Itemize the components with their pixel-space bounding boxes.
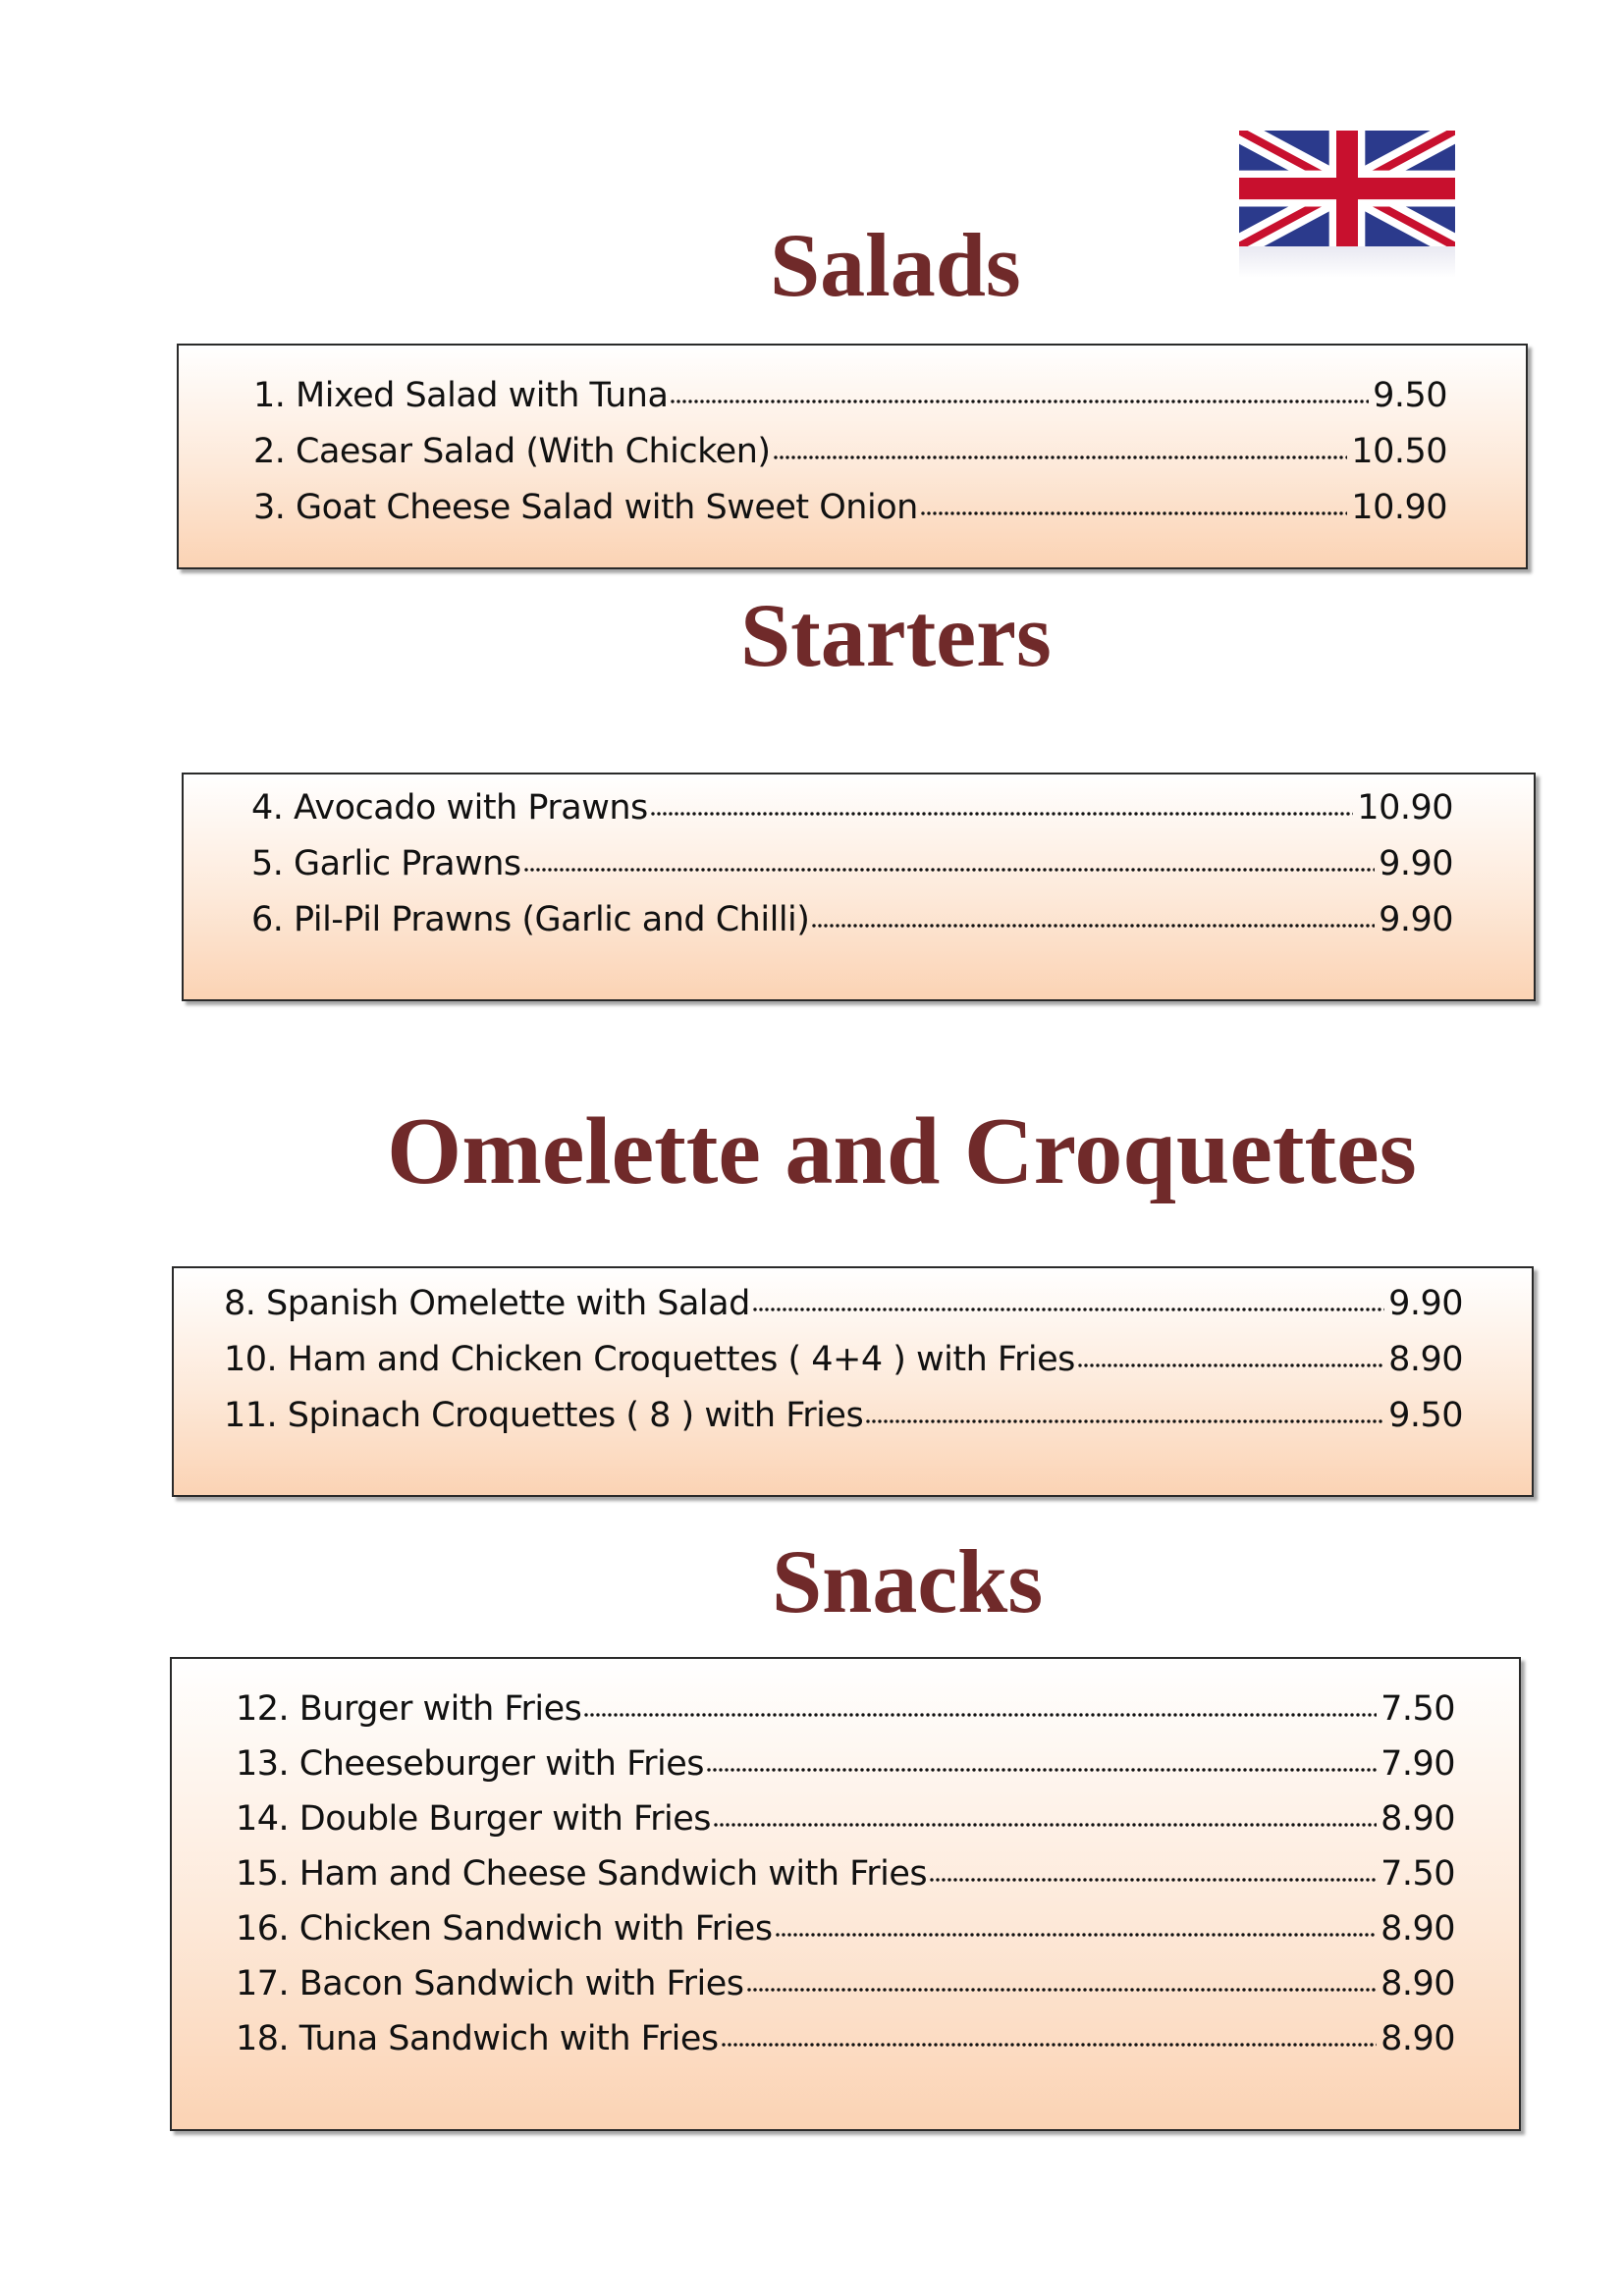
menu-item-name: 16. Chicken Sandwich with Fries xyxy=(236,1909,773,1949)
menu-item-price: 9.90 xyxy=(1379,844,1453,883)
menu-item-price: 8.90 xyxy=(1380,1799,1455,1839)
dot-leader xyxy=(706,1767,1377,1779)
menu-item xyxy=(236,1796,1455,1842)
menu-item xyxy=(253,373,1447,418)
menu-item-name: 5. Garlic Prawns xyxy=(251,844,521,883)
menu-item xyxy=(236,1686,1455,1732)
menu-item xyxy=(236,1851,1455,1896)
menu-item-price: 7.90 xyxy=(1380,1744,1455,1784)
dot-leader xyxy=(650,811,1354,823)
menu-item-price: 10.90 xyxy=(1351,488,1447,527)
section-title-omelette-and-croquettes: Omelette and Croquettes xyxy=(387,1098,1417,1204)
menu-item-price: 9.90 xyxy=(1379,900,1453,939)
menu-item xyxy=(251,841,1453,886)
menu-item-price: 8.90 xyxy=(1380,1964,1455,2003)
menu-item-name: 15. Ham and Cheese Sandwich with Fries xyxy=(236,1854,928,1894)
menu-item-price: 7.50 xyxy=(1380,1854,1455,1894)
menu-item-price: 9.90 xyxy=(1388,1284,1463,1323)
menu-item-name: 4. Avocado with Prawns xyxy=(251,788,648,828)
union-jack-flag-icon xyxy=(1239,131,1455,278)
dot-leader xyxy=(670,399,1369,410)
section-title-starters: Starters xyxy=(740,585,1052,685)
menu-item xyxy=(236,1961,1455,2006)
menu-item-name: 14. Double Burger with Fries xyxy=(236,1799,712,1839)
dot-leader xyxy=(811,923,1375,934)
menu-item xyxy=(253,485,1447,530)
section-title-salads: Salads xyxy=(770,215,1021,315)
menu-item-name: 17. Bacon Sandwich with Fries xyxy=(236,1964,744,2003)
menu-item-price: 8.90 xyxy=(1388,1340,1463,1379)
menu-item-price: 10.50 xyxy=(1351,432,1447,471)
dot-leader xyxy=(775,1932,1378,1944)
dot-leader xyxy=(713,1822,1377,1834)
menu-item-name: 12. Burger with Fries xyxy=(236,1689,582,1729)
dot-leader xyxy=(1077,1362,1384,1374)
section-title-snacks: Snacks xyxy=(772,1531,1044,1631)
menu-item-price: 10.90 xyxy=(1357,788,1453,828)
menu-item-name: 3. Goat Cheese Salad with Sweet Onion xyxy=(253,488,918,527)
menu-item-price: 9.50 xyxy=(1388,1396,1463,1435)
dot-leader xyxy=(523,867,1375,879)
menu-item xyxy=(224,1337,1463,1382)
menu-item-price: 7.50 xyxy=(1380,1689,1455,1729)
menu-item-name: 18. Tuna Sandwich with Fries xyxy=(236,2019,719,2058)
menu-item-name: 1. Mixed Salad with Tuna xyxy=(253,376,669,415)
menu-item xyxy=(224,1393,1463,1438)
dot-leader xyxy=(920,510,1347,522)
dot-leader xyxy=(773,454,1348,466)
menu-item-name: 11. Spinach Croquettes ( 8 ) with Fries xyxy=(224,1396,864,1435)
menu-item-name: 8. Spanish Omelette with Salad xyxy=(224,1284,750,1323)
dot-leader xyxy=(721,2042,1377,2054)
menu-item xyxy=(251,785,1453,830)
menu-item-name: 2. Caesar Salad (With Chicken) xyxy=(253,432,771,471)
menu-item xyxy=(251,897,1453,942)
menu-item xyxy=(253,429,1447,474)
dot-leader xyxy=(746,1987,1378,1999)
dot-leader xyxy=(752,1307,1384,1318)
menu-item xyxy=(236,2016,1455,2061)
dot-leader xyxy=(929,1877,1377,1889)
dot-leader xyxy=(865,1418,1384,1430)
menu-item-name: 10. Ham and Chicken Croquettes ( 4+4 ) with Fries xyxy=(224,1340,1075,1379)
menu-item-price: 8.90 xyxy=(1380,2019,1455,2058)
flag-reflection xyxy=(1239,246,1455,278)
menu-item-name: 13. Cheeseburger with Fries xyxy=(236,1744,705,1784)
menu-item-name: 6. Pil-Pil Prawns (Garlic and Chilli) xyxy=(251,900,810,939)
menu-item xyxy=(224,1281,1463,1326)
dot-leader xyxy=(583,1712,1377,1724)
menu-item xyxy=(236,1741,1455,1787)
menu-item-price: 8.90 xyxy=(1380,1909,1455,1949)
menu-item-price: 9.50 xyxy=(1373,376,1447,415)
menu-item xyxy=(236,1906,1455,1951)
